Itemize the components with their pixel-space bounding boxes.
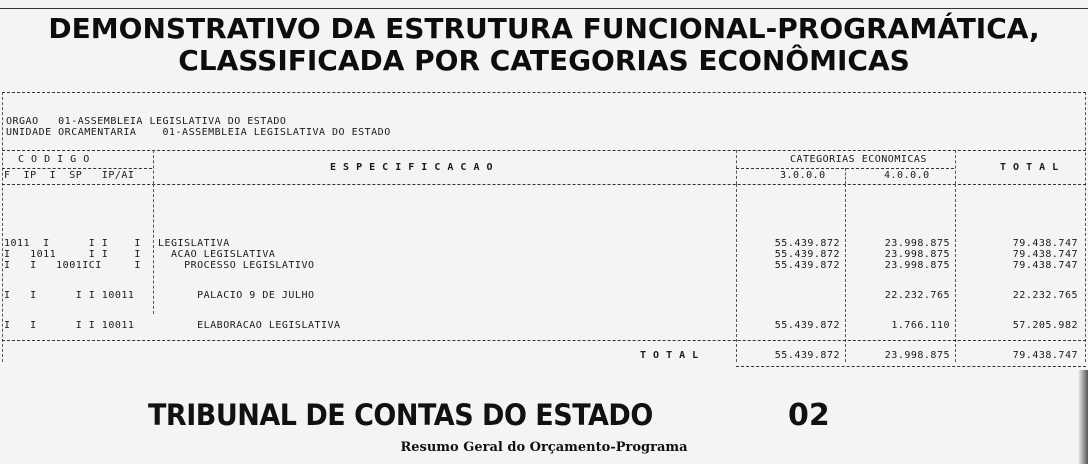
row-total: 22.232.765 <box>1012 290 1078 301</box>
row-code: 1011 I I I I <box>4 238 141 249</box>
row-spec: ACAO LEGISLATIVA <box>158 249 276 260</box>
page-title-line2: CLASSIFICADA POR CATEGORIAS ECONÔMICAS <box>178 44 910 77</box>
row-cat2: 23.998.875 <box>884 238 950 249</box>
top-rule <box>0 8 1088 9</box>
page-number: 02 <box>788 398 830 433</box>
rule-left <box>2 92 3 362</box>
totals-cat2: 23.998.875 <box>884 350 950 361</box>
rule-top <box>2 92 1086 93</box>
orgao-line: ORGAO 01-ASSEMBLEIA LEGISLATIVA DO ESTADO <box>6 116 287 127</box>
column-codigo-sub: F IP I SP IP/AI <box>4 170 135 181</box>
rule-body-spec <box>736 184 737 362</box>
rule-right <box>1085 92 1086 362</box>
row-spec: PALACIO 9 DE JULHO <box>158 290 315 301</box>
rule-body-total <box>955 184 956 362</box>
totals-cat1: 55.439.872 <box>774 350 840 361</box>
row-cat1: 55.439.872 <box>774 238 840 249</box>
row-spec: PROCESSO LEGISLATIVO <box>158 260 315 271</box>
rule-codigo-right <box>153 150 154 184</box>
row-cat1: 55.439.872 <box>774 320 840 331</box>
row-total: 79.438.747 <box>1012 260 1078 271</box>
row-cat2: 23.998.875 <box>884 260 950 271</box>
footer-title: TRIBUNAL DE CONTAS DO ESTADO <box>148 398 653 433</box>
column-categorias: CATEGORIAS ECONOMICAS <box>790 154 927 165</box>
column-codigo: C O D I G O <box>18 154 90 165</box>
row-code: I I 1001ICI I <box>4 260 141 271</box>
row-total: 79.438.747 <box>1012 238 1078 249</box>
rule-cat-right <box>955 150 956 184</box>
page-edge-shadow <box>1078 370 1088 464</box>
rule-totals-bottom <box>736 366 1086 367</box>
row-cat2: 23.998.875 <box>884 249 950 260</box>
totals-label: T O T A L <box>640 350 699 361</box>
row-spec: ELABORACAO LEGISLATIVA <box>158 320 341 331</box>
row-total: 79.438.747 <box>1012 249 1078 260</box>
rule-spec-right <box>736 150 737 184</box>
rule-header-top <box>2 150 1086 151</box>
row-code: I I I I 10011 <box>4 290 135 301</box>
row-cat2: 22.232.765 <box>884 290 950 301</box>
row-code: I I I I 10011 <box>4 320 135 331</box>
column-cat2: 4.0.0.0 <box>884 170 930 181</box>
footer-subtitle: Resumo Geral do Orçamento-Programa <box>400 440 688 455</box>
row-cat1: 55.439.872 <box>774 260 840 271</box>
rule-codigo-sub <box>2 168 152 169</box>
row-spec: LEGISLATIVA <box>158 238 230 249</box>
rule-body-bottom <box>2 340 1086 341</box>
row-cat2: 1.766.110 <box>891 320 950 331</box>
rule-body-cat <box>845 184 846 362</box>
unidade-line: UNIDADE ORCAMENTARIA 01-ASSEMBLEIA LEGISLATIVA DO ESTADO <box>6 127 391 138</box>
column-especificacao: E S P E C I F I C A C A O <box>330 162 494 173</box>
rule-body-code <box>153 184 154 314</box>
row-code: I 1011 I I I <box>4 249 141 260</box>
row-cat1: 55.439.872 <box>774 249 840 260</box>
row-total: 57.205.982 <box>1012 320 1078 331</box>
column-cat1: 3.0.0.0 <box>780 170 826 181</box>
rule-cat-mid <box>845 168 846 184</box>
totals-total: 79.438.747 <box>1012 350 1078 361</box>
page-title-line1: DEMONSTRATIVO DA ESTRUTURA FUNCIONAL-PROGRAMÁTICA, <box>48 12 1040 45</box>
column-total: T O T A L <box>1000 162 1059 173</box>
rule-header-bottom <box>2 184 1086 185</box>
